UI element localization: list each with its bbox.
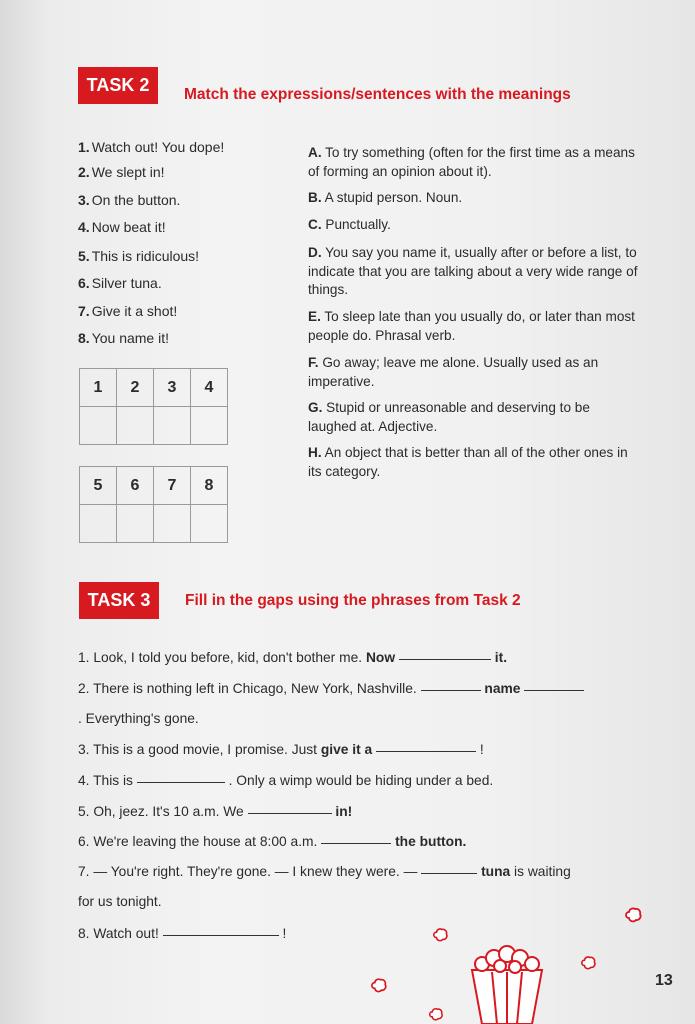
- expression-6: 6. Silver tuna.: [78, 275, 162, 291]
- grid-header-3: 3: [154, 369, 191, 407]
- meaning-a: A. To try something (often for the first time as a means of forming an opinion about it).: [308, 145, 635, 179]
- answer-grid-2: [79, 466, 228, 543]
- answer-grid-1: [79, 368, 228, 445]
- meaning-b: B. A stupid person. Noun.: [308, 190, 463, 205]
- sentence-6: 6. We're leaving the house at 8:00 a.m. the button.: [78, 834, 467, 849]
- popcorn-kernel-icon: [580, 953, 598, 971]
- meaning-c: C. Punctually.: [308, 217, 391, 232]
- popcorn-kernel-icon: [432, 925, 450, 943]
- expression-7: 7. Give it a shot!: [78, 303, 178, 319]
- gap-4[interactable]: [137, 781, 225, 783]
- meaning-e: E. To sleep late than you usually do, or later than most people do. Phrasal verb.: [308, 309, 635, 343]
- popcorn-kernel-icon: [370, 975, 389, 994]
- sentence-1: 1. Look, I told you before, kid, don't bother me. Now it.: [78, 650, 508, 665]
- page-number: 13: [655, 972, 673, 989]
- meaning-f: F. Go away; leave me alone. Usually used as an imperative.: [308, 355, 599, 389]
- sentence-8: 8. Watch out! !: [78, 926, 287, 941]
- grid-header-2: 2: [117, 369, 154, 407]
- answer-cell-1[interactable]: [80, 407, 117, 445]
- gap-5[interactable]: [248, 812, 332, 814]
- answer-cell-3[interactable]: [154, 407, 191, 445]
- popcorn-bucket-icon: [440, 930, 560, 1024]
- grid-header-1: 1: [80, 369, 117, 407]
- sentence-5: 5. Oh, jeez. It's 10 a.m. We in!: [78, 804, 353, 819]
- answer-cell-6[interactable]: [117, 505, 154, 543]
- sentence-4: 4. This is . Only a wimp would be hiding under a bed.: [78, 773, 494, 788]
- gap-8[interactable]: [163, 934, 279, 936]
- task3-title: Fill in the gaps using the phrases from Task 2: [185, 592, 521, 609]
- expression-4: 4. Now beat it!: [78, 219, 166, 235]
- grid-header-5: 5: [80, 467, 117, 505]
- task2-title: Match the expressions/sentences with the meanings: [184, 86, 571, 103]
- sentence-7-cont: for us tonight.: [78, 894, 162, 909]
- task2-badge: TASK 2: [78, 67, 158, 104]
- answer-cell-4[interactable]: [191, 407, 228, 445]
- answer-cell-7[interactable]: [154, 505, 191, 543]
- answer-cell-5[interactable]: [80, 505, 117, 543]
- gap-1[interactable]: [399, 658, 491, 660]
- grid-header-7: 7: [154, 467, 191, 505]
- grid-header-6: 6: [117, 467, 154, 505]
- sentence-2-cont: . Everything's gone.: [78, 711, 199, 726]
- expression-1: 1. Watch out! You dope!: [78, 139, 225, 155]
- expression-8: 8. You name it!: [78, 330, 170, 346]
- expression-3: 3. On the button.: [78, 192, 181, 208]
- answer-cell-8[interactable]: [191, 505, 228, 543]
- meaning-d: D. You say you name it, usually after or before a list, to indicate that you are talking about a very wide range of things.: [308, 245, 638, 297]
- sentence-7: 7. — You're right. They're gone. — I knew they were. — tuna is waiting: [78, 864, 571, 879]
- gap-2a[interactable]: [421, 689, 481, 691]
- sentence-2: 2. There is nothing left in Chicago, New York, Nashville. name: [78, 681, 584, 696]
- gap-6[interactable]: [321, 842, 391, 844]
- grid-header-8: 8: [191, 467, 228, 505]
- gap-2b[interactable]: [524, 689, 584, 691]
- meaning-g: G. Stupid or unreasonable and deserving to be laughed at. Adjective.: [308, 400, 590, 434]
- task3-badge: TASK 3: [79, 582, 159, 619]
- gap-7[interactable]: [421, 872, 477, 874]
- sentence-3: 3. This is a good movie, I promise. Just give it a !: [78, 742, 484, 757]
- grid-header-4: 4: [191, 369, 228, 407]
- meaning-h: H. An object that is better than all of the other ones in its category.: [308, 445, 628, 479]
- expression-5: 5. This is ridiculous!: [78, 248, 200, 264]
- answer-cell-2[interactable]: [117, 407, 154, 445]
- expression-2: 2. We slept in!: [78, 164, 165, 180]
- popcorn-kernel-icon: [428, 1005, 445, 1022]
- gap-3[interactable]: [376, 750, 476, 752]
- popcorn-kernel-icon: [624, 904, 644, 924]
